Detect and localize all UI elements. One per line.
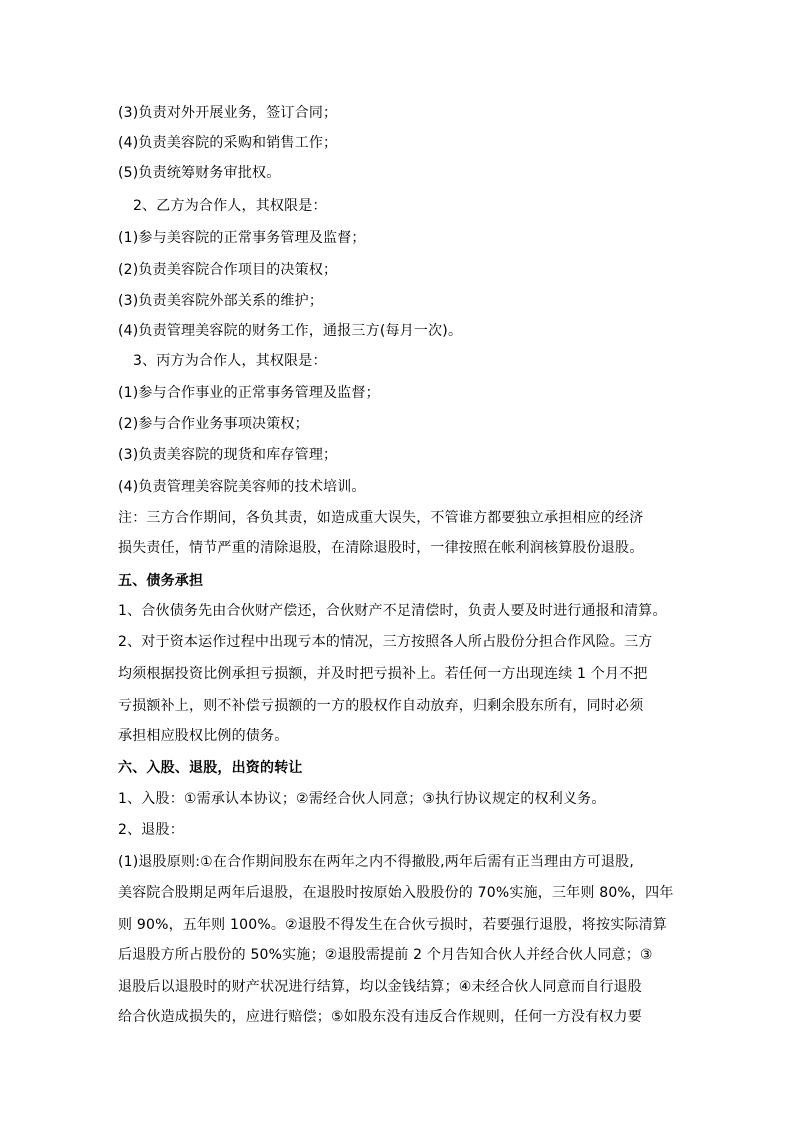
text-line: (2)参与合作业务事项决策权；	[118, 416, 309, 432]
text-line: 2、退股：	[118, 822, 184, 838]
text-line: 退股后以退股时的财产状况进行结算，均以金钱结算；④未经合伙人同意而自行退股	[118, 979, 642, 995]
text-line: (1)退股原则:①在合作期间股东在两年之内不得撤股,两年后需有正当理由方可退股,	[118, 854, 634, 870]
text-line: 2、乙方为合作人，其权限是：	[133, 198, 327, 214]
text-line: (2)负责美容院合作项目的决策权；	[118, 262, 338, 278]
text-line: 均须根据投资比例承担亏损额，并及时把亏损补上。若任何一方出现连续 1 个月不把	[118, 666, 648, 682]
text-line: (4)负责管理美容院美容师的技术培训。	[118, 479, 366, 495]
text-line: 美容院合股期足两年后退股，在退股时按原始入股股份的 70%实施，三年则 80%，四年	[118, 885, 674, 901]
text-line: 1、入股：①需承认本协议；②需经合伙人同意；③执行协议规定的权利义务。	[118, 791, 606, 807]
text-line: 后退股方所占股份的 50%实施；②退股需提前 2 个月告知合伙人并经合伙人同意；③	[118, 947, 653, 963]
text-line: (4)负责管理美容院的财务工作，通报三方(每月一次)。	[118, 323, 463, 339]
section-heading: 五、债务承担	[118, 573, 204, 589]
text-line: 则 90%，五年则 100%。②退股不得发生在合伙亏损时，若要强行退股，将按实际清算	[118, 917, 667, 933]
text-line: 2、对于资本运作过程中出现亏本的情况，三方按照各人所占股份分担合作风险。三方	[118, 634, 653, 650]
text-line: 注：三方合作期间，各负其责，如造成重大误失，不管谁方都要独立承担相应的经济	[118, 510, 644, 526]
text-line: 给合伙造成损失的，应进行赔偿；⑤如股东没有违反合作规则，任何一方没有权力要	[118, 1009, 642, 1025]
text-line: 1、合伙债务先由合伙财产偿还，合伙财产不足清偿时，负责人要及时进行通报和清算。	[118, 603, 667, 619]
text-line: (3)负责美容院的现货和库存管理；	[118, 447, 338, 463]
text-line: 3、丙方为合作人，其权限是：	[133, 353, 327, 369]
text-line: (5)负责统筹财务审批权。	[118, 165, 281, 181]
text-line: (3)负责美容院外部关系的维护；	[118, 293, 324, 309]
section-heading: 六、入股、退股，出资的转让	[118, 760, 303, 776]
text-line: 损失责任，情节严重的清除退股，在清除退股时，一律按照在帐利润核算股份退股。	[118, 540, 644, 556]
text-line: (1)参与合作事业的正常事务管理及监督；	[118, 385, 380, 401]
text-line: 承担相应股权比例的债务。	[118, 728, 289, 744]
text-line: (3)负责对外开展业务，签订合同；	[118, 105, 338, 121]
text-line: 亏损额补上，则不补偿亏损额的一方的股权作自动放弃，归剩余股东所有，同时必须	[118, 698, 644, 714]
text-line: (1)参与美容院的正常事务管理及监督；	[118, 230, 366, 246]
text-line: (4)负责美容院的采购和销售工作；	[118, 135, 338, 151]
